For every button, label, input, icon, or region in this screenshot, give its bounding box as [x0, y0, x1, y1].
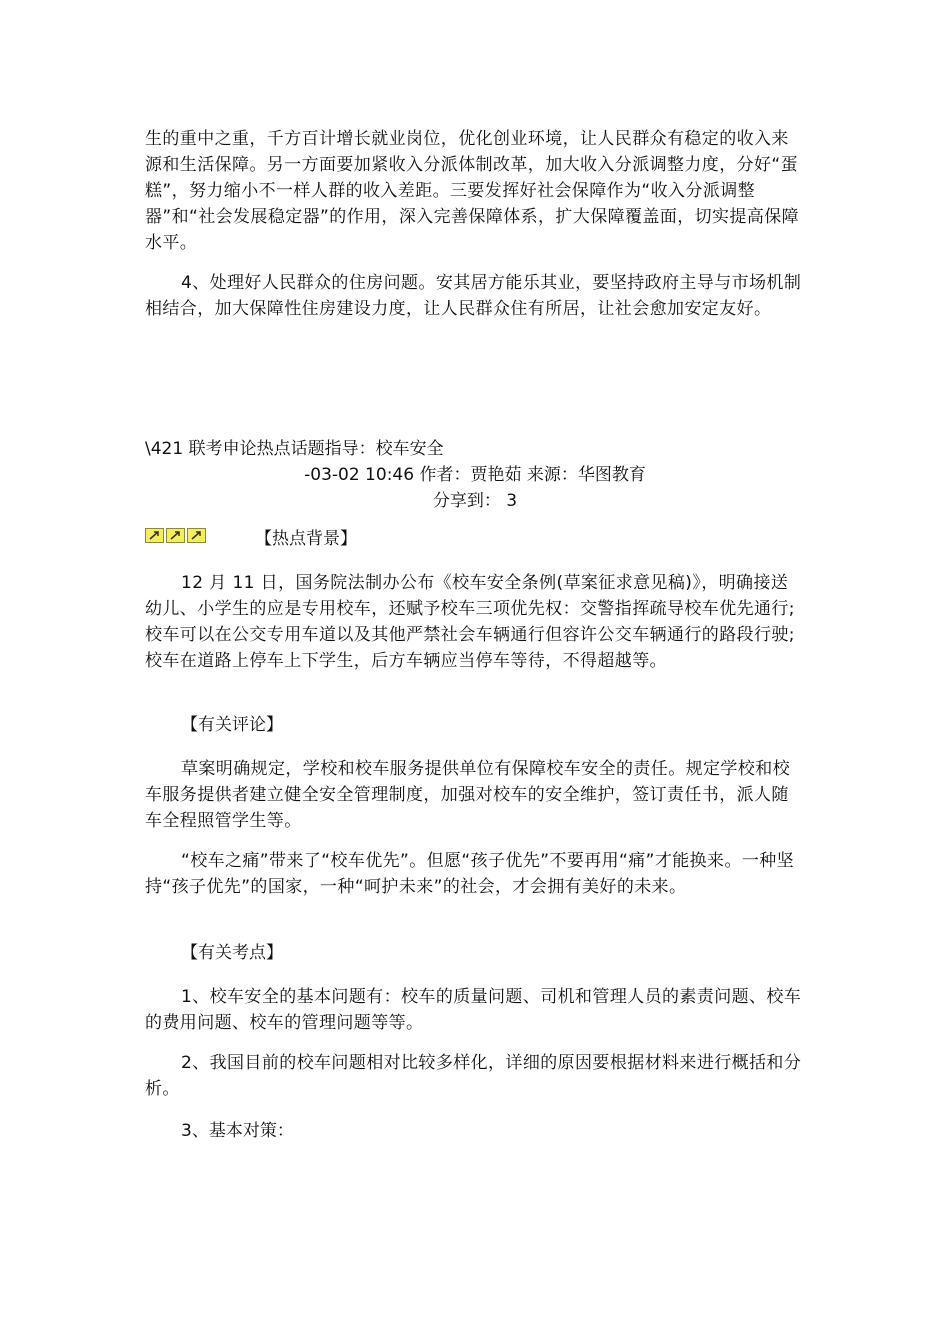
section-heading-background: 【热点背景】 [255, 529, 357, 549]
article-title: \421 联考申论热点话题指导：校车安全 [145, 439, 444, 459]
article-meta: -03-02 10:46 作者：贾艳茹 来源：华图教育 [304, 465, 646, 485]
paragraph-point-1: 1、校车安全的基本问题有：校车的质量问题、司机和管理人员的素责问题、校车的费用问题、校车的管理问题等等。 [145, 987, 802, 1033]
paragraph-comment-1: 草案明确规定，学校和校车服务提供单位有保障校车安全的责任。规定学校和校车服务提供者建立健全安全管理制度，加强对校车的安全维护，签订责任书，派人随车全程照管学生等。 [145, 759, 790, 831]
share-icon-glyph [148, 530, 161, 541]
share-icon-glyph [169, 530, 182, 541]
share-icon[interactable] [145, 528, 164, 543]
paragraph-point-3: 3、基本对策： [181, 1121, 294, 1141]
section-heading-points: 【有关考点】 [181, 943, 283, 963]
share-icon[interactable] [187, 528, 206, 543]
share-icon-glyph [190, 530, 203, 541]
share-icons [145, 528, 206, 545]
paragraph-background: 12 月 11 日，国务院法制办公布《校车安全条例(草案征求意见稿)》，明确接送幼儿、小学生的应是专用校车，还赋予校车三项优先权：交警指挥疏导校车优先通行;校车可以在公交专用车道以及其他严禁社会车辆通行但容许公交车辆通行的路段行驶;校车在道路上停车上下学生，后方车辆应当停车等待，不得超越等。 [145, 573, 795, 671]
share-icon[interactable] [166, 528, 185, 543]
paragraph-housing: 4、处理好人民群众的住房问题。安其居方能乐其业，要坚持政府主导与市场机制相结合，加大保障性住房建设力度，让人民群众住有所居，让社会愈加安定友好。 [145, 273, 802, 319]
paragraph-income-security: 生的重中之重，千方百计增长就业岗位，优化创业环境，让人民群众有稳定的收入来源和生活保障。另一方面要加紧收入分派体制改革，加大收入分派调整力度，分好“蛋糕”，努力缩小不一样人群的收入差距。三要发挥好社会保障作为“收入分派调整器”和“社会发展稳定器”的作用，深入完善保障体系，扩大保障覆盖面，切实提高保障水平。 [145, 129, 800, 253]
paragraph-point-2: 2、我国目前的校车问题相对比较多样化，详细的原因要根据材料来进行概括和分析。 [145, 1053, 802, 1099]
section-heading-comment: 【有关评论】 [181, 715, 283, 735]
share-line: 分享到： 3 [432, 491, 518, 511]
paragraph-comment-2: “校车之痛”带来了“校车优先”。但愿“孩子优先”不要再用“痛”才能换来。一种坚持“孩子优先”的国家，一种“呵护未来”的社会，才会拥有美好的未来。 [145, 851, 795, 897]
